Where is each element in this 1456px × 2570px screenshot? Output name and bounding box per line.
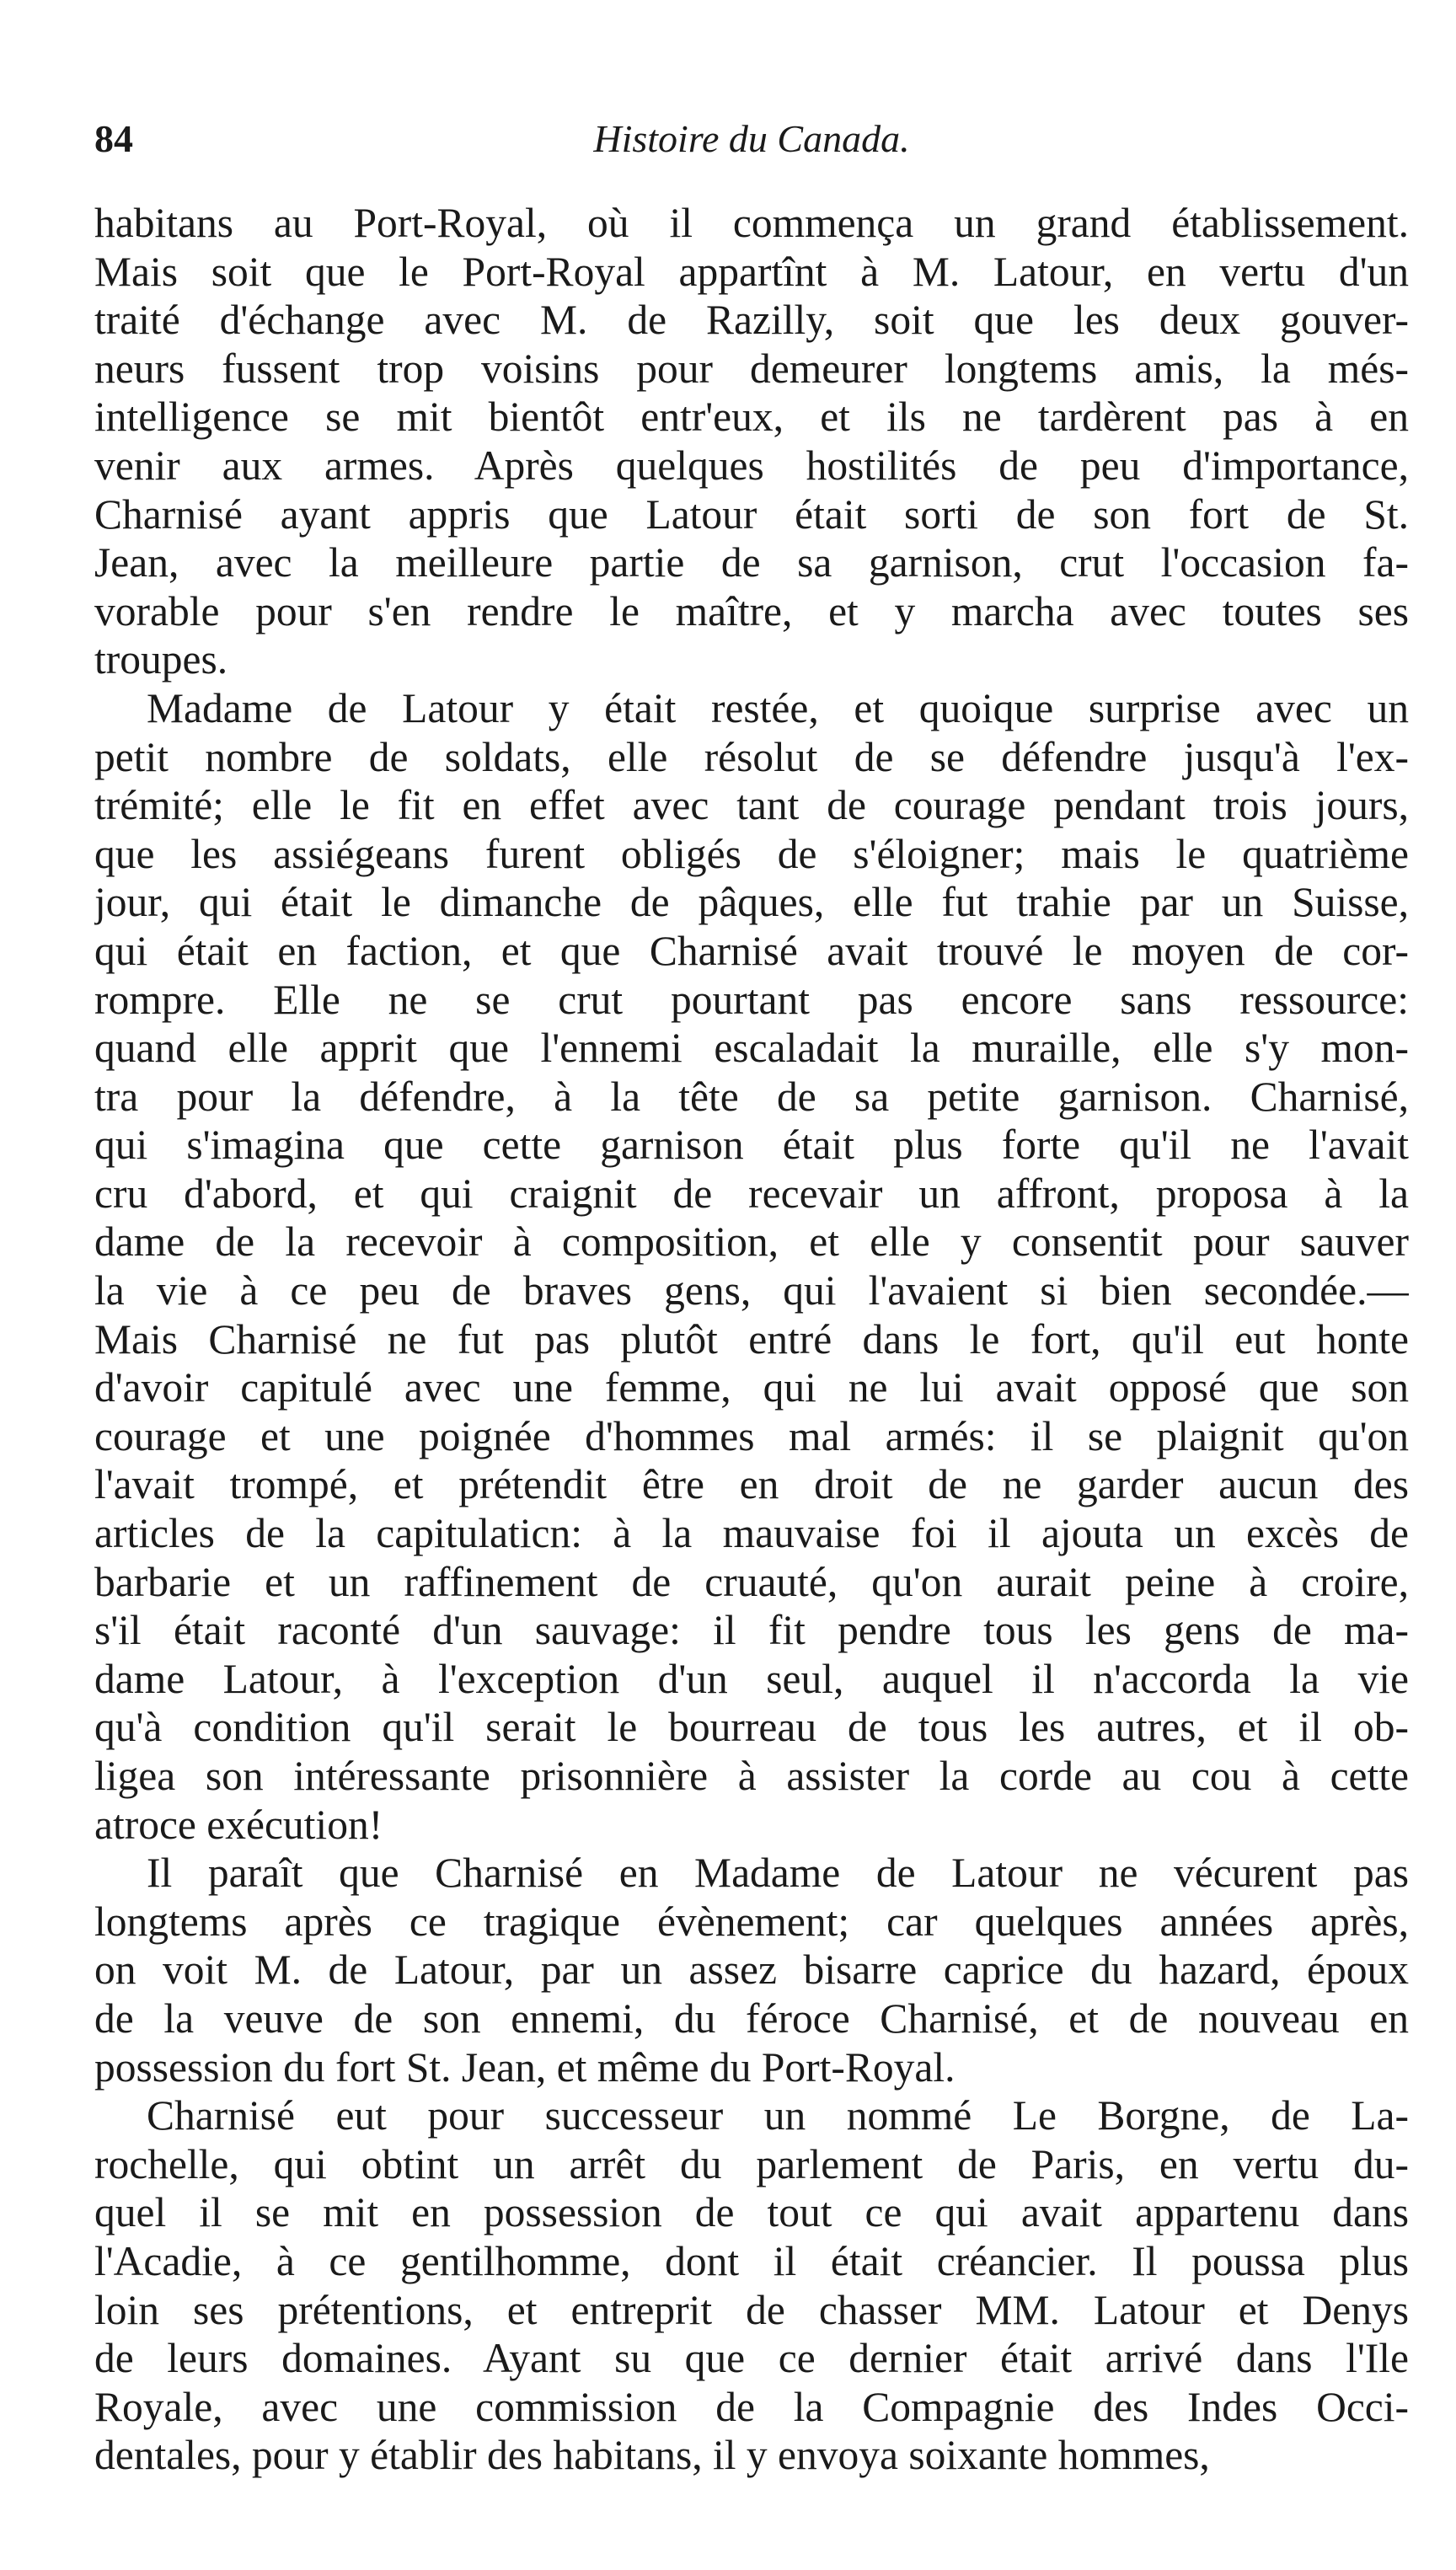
text-line: dentales, pour y établir des habitans, il y envoya soixante hommes, [94,2432,1210,2479]
paragraph [94,2091,1409,2480]
text-line: de leurs domaines. Ayant su que ce dernier était arrivé dans l'Ile [94,2335,1409,2382]
text-line: qui s'imagina que cette garnison était plus forte qu'il ne l'avait [94,1122,1409,1169]
text-line: dame Latour, à l'exception d'un seul, auquel il n'accorda la vie [94,1655,1409,1702]
running-head [94,116,1409,167]
page-number: 84 [94,117,133,160]
text-line: Charnisé eut pour successeur un nommé Le Borgne, de La- [147,2092,1409,2139]
text-line: vorable pour s'en rendre le maître, et y marcha avec toutes ses [94,587,1409,634]
text-line: troupes. [94,636,228,683]
text-line: quand elle apprit que l'ennemi escaladait la muraille, elle s'y mon- [94,1025,1409,1072]
text-line: longtems après ce tragique évènement; car quelques années après, [94,1898,1409,1945]
text-line: Madame de Latour y était restée, et quoique surprise avec un [147,684,1409,731]
text-line: dame de la recevoir à composition, et elle y consentit pour sauver [94,1218,1409,1266]
text-line: Charnisé ayant appris que Latour était sorti de son fort de St. [94,490,1409,538]
text-line: d'avoir capitulé avec une femme, qui ne lui avait opposé que son [94,1364,1409,1411]
text-line: on voit M. de Latour, par un assez bisarre caprice du hazard, époux [94,1946,1409,1994]
running-title: Histoire du Canada. [593,117,910,160]
text-line: jour, qui était le dimanche de pâques, elle fut trahie par un Suisse, [94,879,1409,926]
text-line: de la veuve de son ennemi, du féroce Charnisé, et de nouveau en [94,1994,1409,2042]
text-line: trémité; elle le fit en effet avec tant de courage pendant trois jours, [94,782,1409,829]
text-line: neurs fussent trop voisins pour demeurer longtems amis, la més- [94,345,1409,392]
text-line: Jean, avec la meilleure partie de sa garnison, crut l'occasion fa- [94,539,1409,586]
text-line: qui était en faction, et que Charnisé avait trouvé le moyen de cor- [94,927,1409,974]
body-text [94,199,1409,2480]
paragraph [94,199,1409,684]
text-line: tra pour la défendre, à la tête de sa petite garnison. Charnisé, [94,1073,1409,1120]
text-line: traité d'échange avec M. de Razilly, soit que les deux gouver- [94,297,1409,344]
text-line: loin ses prétentions, et entreprit de chasser MM. Latour et Denys [94,2286,1409,2333]
text-line: petit nombre de soldats, elle résolut de se défendre jusqu'à l'ex- [94,733,1409,780]
text-line: que les assiégeans furent obligés de s'éloigner; mais le quatrième [94,830,1409,877]
text-line: s'il était raconté d'un sauvage: il fit pendre tous les gens de ma- [94,1607,1409,1654]
text-line: venir aux armes. Après quelques hostilités de peu d'importance, [94,442,1409,489]
paragraph [94,684,1409,1849]
text-line: Il paraît que Charnisé en Madame de Latour ne vécurent pas [147,1850,1409,1897]
text-line: ligea son intéressante prisonnière à assister la corde au cou à cette [94,1753,1409,1799]
text-line: barbarie et un raffinement de cruauté, qu'on aurait peine à croire, [94,1558,1409,1605]
text-line: Mais soit que le Port-Royal appartînt à M. Latour, en vertu d'un [94,248,1409,295]
text-line: rompre. Elle ne se crut pourtant pas encore sans ressource: [94,976,1409,1023]
text-line: quel il se mit en possession de tout ce qui avait appartenu dans [94,2189,1409,2236]
paragraph [94,1849,1409,2091]
text-line: habitans au Port-Royal, où il commença un grand établissement. [94,200,1409,246]
text-line: intelligence se mit bientôt entr'eux, et ils ne tardèrent pas à en [94,394,1409,441]
text-line: Mais Charnisé ne fut pas plutôt entré dans le fort, qu'il eut honte [94,1315,1409,1363]
text-line: l'avait trompé, et prétendit être en droit de ne garder aucun des [94,1461,1409,1508]
text-line: Royale, avec une commission de la Compagnie des Indes Occi- [94,2383,1409,2430]
text-line: cru d'abord, et qui craignit de recevair un affront, proposa à la [94,1170,1409,1217]
text-line: qu'à condition qu'il serait le bourreau de tous les autres, et il ob- [94,1704,1409,1751]
text-line: courage et une poignée d'hommes mal armés: il se plaignit qu'on [94,1412,1409,1459]
text-line: articles de la capitulaticn: à la mauvaise foi il ajouta un excès de [94,1510,1409,1557]
text-line: possession du fort St. Jean, et même du Port-Royal. [94,2043,956,2091]
text-line: atroce exécution! [94,1801,383,1848]
text-line: l'Acadie, à ce gentilhomme, dont il était créancier. Il poussa plus [94,2237,1409,2284]
text-line: rochelle, qui obtint un arrêt du parlement de Paris, en vertu du- [94,2140,1409,2187]
text-line: la vie à ce peu de braves gens, qui l'avaient si bien secondée.— [94,1267,1409,1314]
